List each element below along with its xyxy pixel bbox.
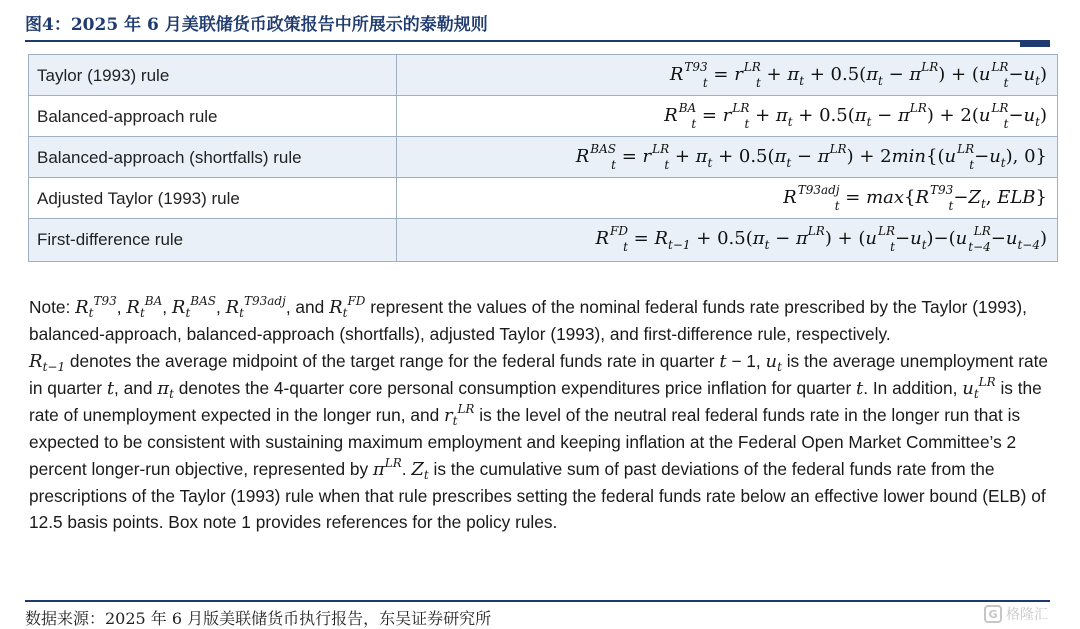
rule-formula: R BAS t = r LR t + $\pi_t + 0.5(\pi_t - \pi^{LR}) + 2\min\{(u$ LR t $-u_t$), 0} xyxy=(575,142,1047,172)
rule-name: Balanced-approach rule xyxy=(37,107,218,126)
rule-name: First-difference rule xyxy=(37,230,184,249)
table-row xyxy=(29,96,1057,137)
table-row xyxy=(29,137,1057,178)
watermark-logo-icon: G xyxy=(984,605,1002,623)
source-rule xyxy=(25,600,1050,602)
data-source: 数据来源：2025 年 6 月版美联储货币执行报告，东吴证券研究所 xyxy=(25,609,492,628)
policy-rules-table xyxy=(28,54,1058,262)
table-row xyxy=(29,55,1057,96)
note-paragraph-variables: $R_{t-1}$ denotes the average midpoint of the target range for the federal funds rate in quarter t − 1, $u_t$ is the average unemployment rate in quarter t, and $\pi_t$ denotes the 4-quarter core personal consumption expenditures price inflation for quarter t. In addition, $u_t^{LR}$ is the rate of unemployment expected in the longer run, and $r_t^{LR}$ is the level of the neutral real federal funds rate in the longer run that is expected to be consistent with sustaining maximum employment and keeping inflation at the Federal Open Market Committee’s 2 percent longer-run objective, represented by $\pi^{LR}$. $Z_t$ is the cumulative sum of past deviations of the federal funds rate from the prescriptions of the Taylor (1993) rule when that rule prescribes setting the federal funds rate below an effective lower bound (ELB) of 12.5 basis points. Box note 1 provides references for the policy rules. xyxy=(29,350,1048,533)
figure-title: 图4：2025 年 6 月美联储货币政策报告中所展示的泰勒规则 xyxy=(25,15,488,35)
table-row xyxy=(29,178,1057,219)
watermark-label: 格隆汇 xyxy=(1006,607,1048,623)
note-paragraph-definitions: Note: $R_t^{T93}$, $R_t^{BA}$, $R_t^{BAS}$, $R_t^{T93adj}$, and $R_t^{FD}$ represent the values of the nominal federal funds rate prescribed by the Taylor (1993), balanced-approach, balanced-approach (shortfalls), adjusted Taylor (1993), and first-difference rule, respectively. xyxy=(29,294,1027,345)
rule-formula: R T93adj t = max{R T93 t $-Z_t$, ELB} xyxy=(783,183,1047,213)
rule-formula: R T93 t = r LR t + $\pi_t + 0.5(\pi_t - \pi^{LR}) + (u$ LR t $-u_t$) xyxy=(669,60,1047,90)
rule-name: Adjusted Taylor (1993) rule xyxy=(37,189,240,208)
title-rule xyxy=(25,40,1050,42)
rule-name: Taylor (1993) rule xyxy=(37,66,170,85)
table-row xyxy=(29,219,1057,261)
title-accent xyxy=(1020,42,1050,47)
rule-name: Balanced-approach (shortfalls) rule xyxy=(37,148,302,167)
watermark xyxy=(984,604,1068,624)
note-text xyxy=(29,294,1059,536)
figure-header xyxy=(0,0,1080,45)
rule-formula: R BA t = r LR t + $\pi_t + 0.5(\pi_t - \pi^{LR}) + 2(u$ LR t $-u_t$) xyxy=(664,101,1047,131)
rule-formula: R FD t = $R_{t-1} + 0.5(\pi_t - \pi^{LR}) + (u$ LR t $-u_t)-(u$ LR t−4 $-u_{t-4}$) xyxy=(595,224,1047,254)
